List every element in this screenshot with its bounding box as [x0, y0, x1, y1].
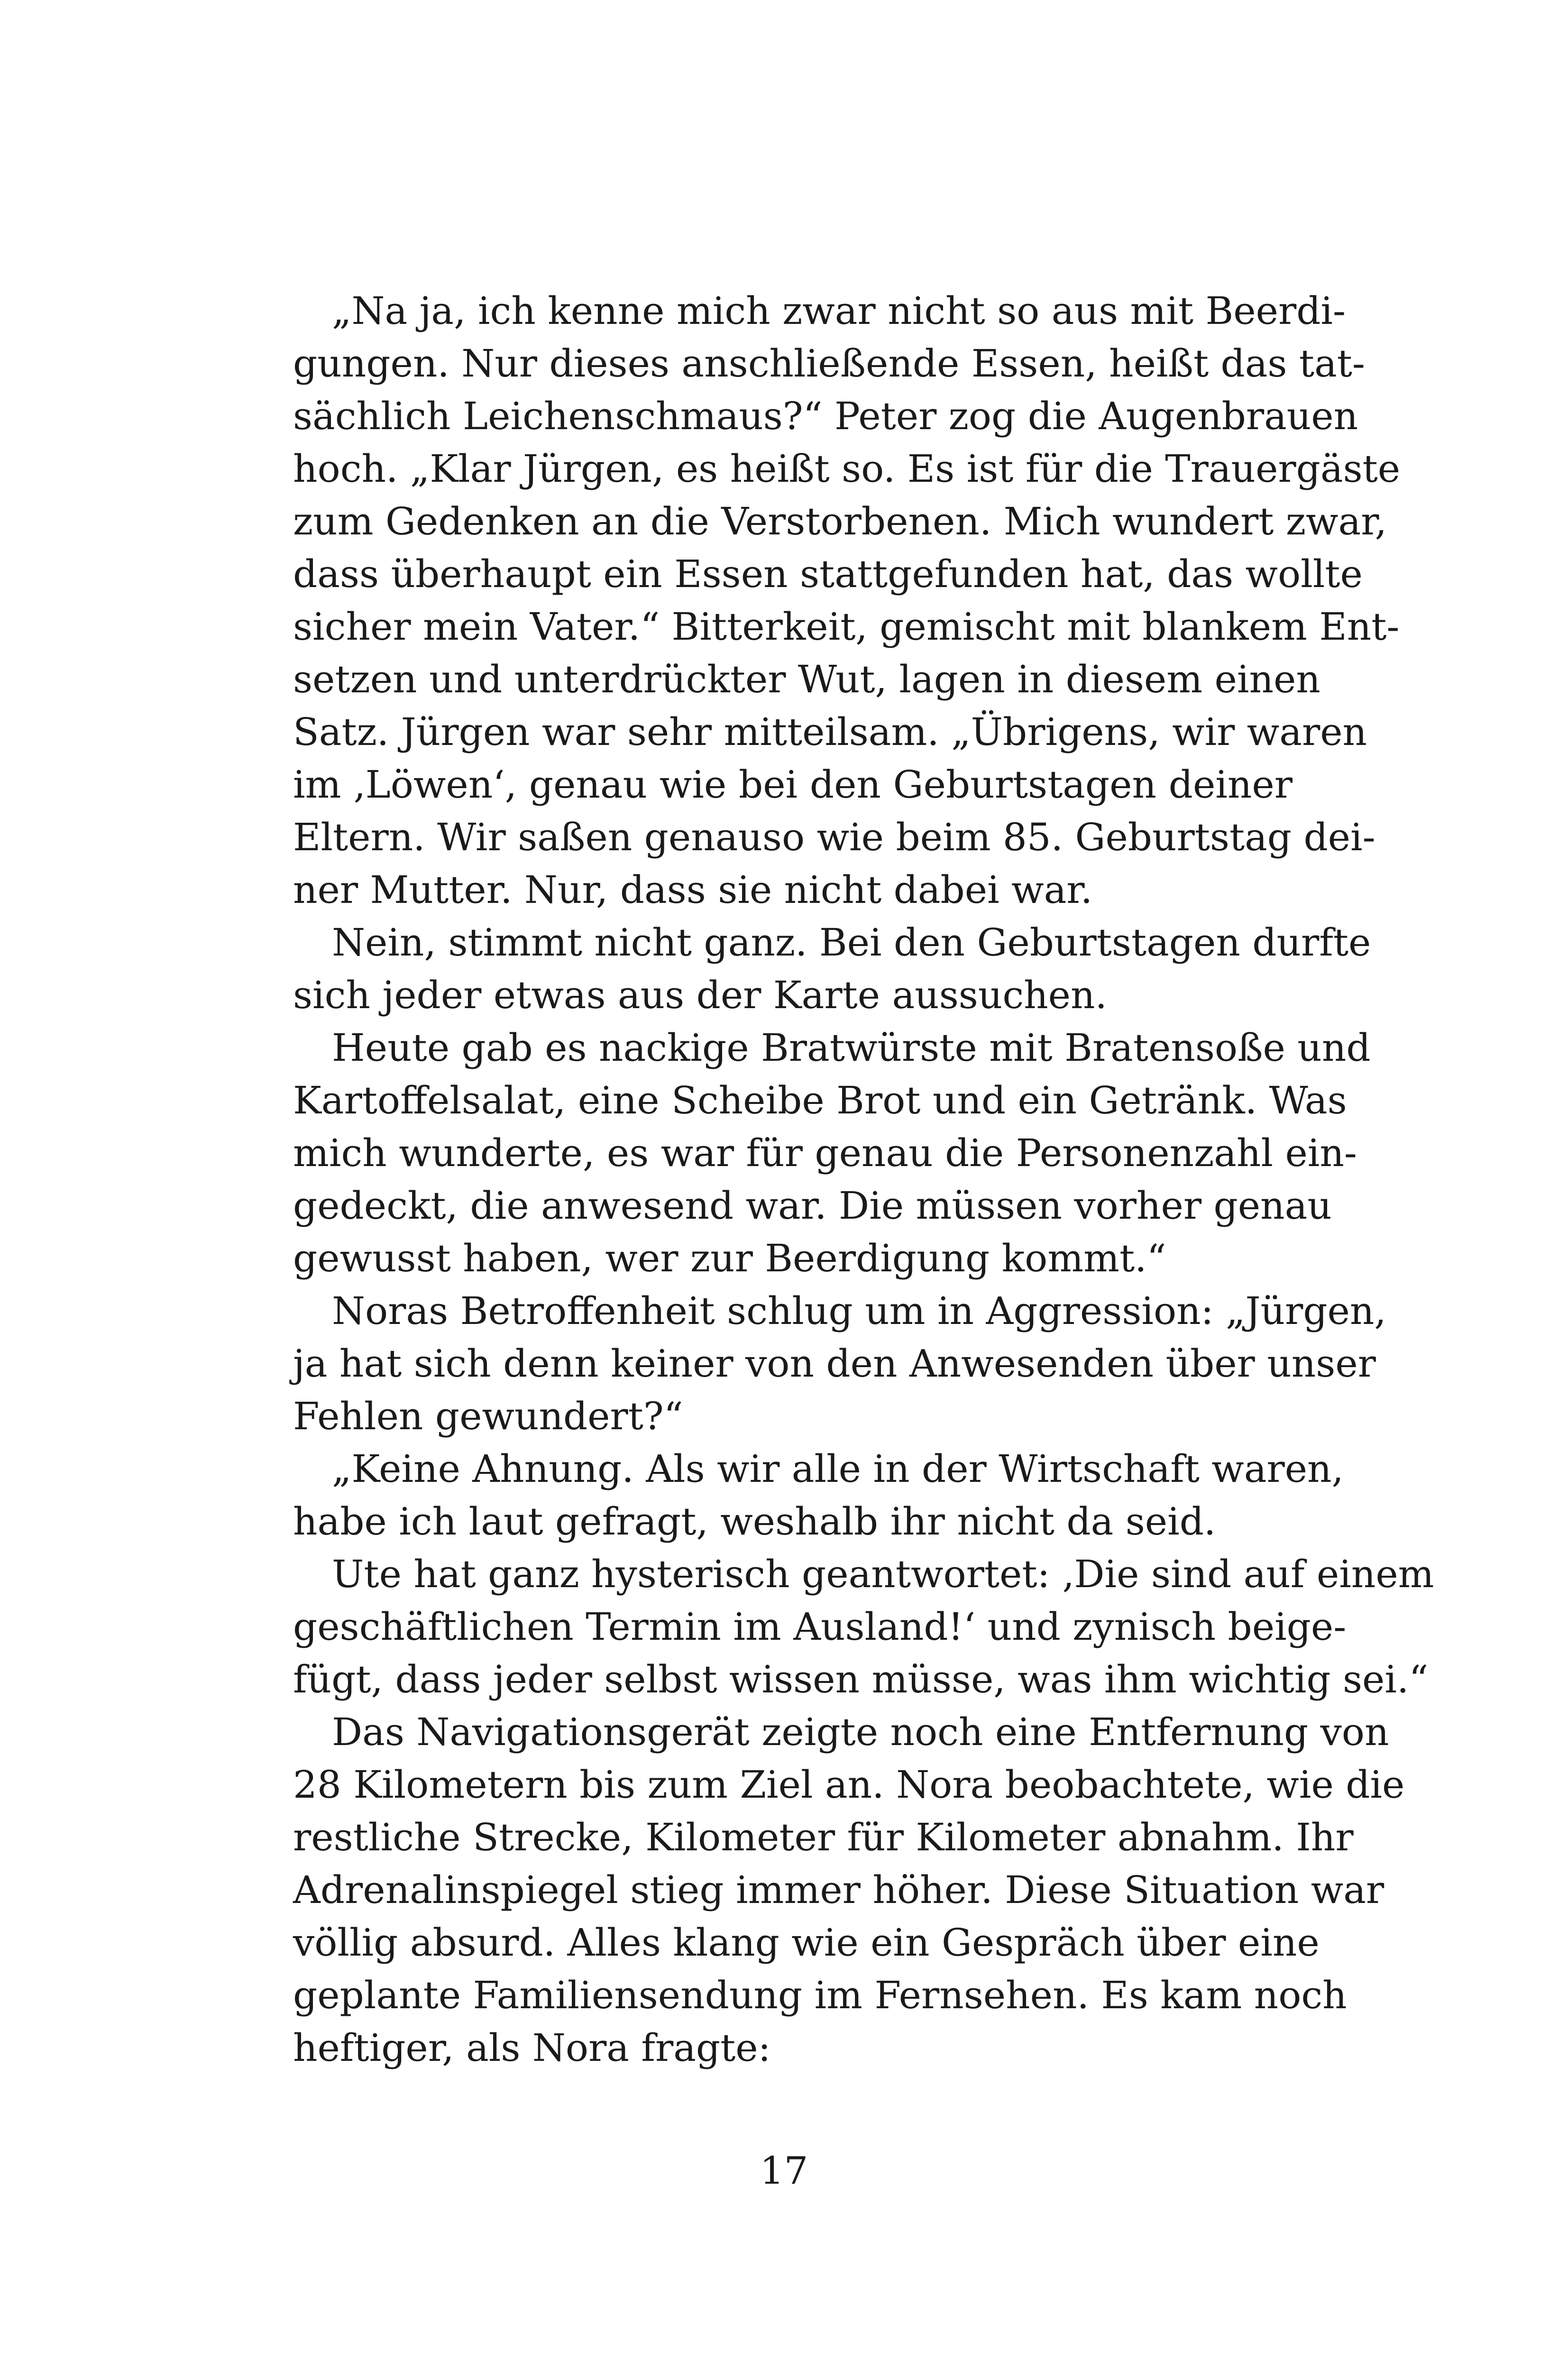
text-line: restliche Strecke, Kilometer für Kilometer abnahm. Ihr	[293, 1815, 1354, 1859]
text-line: Eltern. Wir saßen genauso wie beim 85. Geburtstag dei-	[293, 815, 1375, 859]
text-line: Heute gab es nackige Bratwürste mit Bratensoße und	[332, 1026, 1371, 1070]
text-line: sich jeder etwas aus der Karte aussuchen.	[293, 973, 1107, 1017]
text-line: geschäftlichen Termin im Ausland!‘ und zynisch beige-	[293, 1605, 1347, 1649]
text-line: gewusst haben, wer zur Beerdigung kommt.“	[293, 1236, 1166, 1280]
text-line: setzen und unterdrückter Wut, lagen in diesem einen	[293, 657, 1320, 701]
text-line: geplante Familiensendung im Fernsehen. Es kam noch	[293, 1973, 1347, 2017]
text-line: ner Mutter. Nur, dass sie nicht dabei war.	[293, 868, 1093, 912]
text-line: Ute hat ganz hysterisch geantwortet: ‚Die sind auf einem	[332, 1552, 1434, 1596]
text-line: völlig absurd. Alles klang wie ein Gespräch über eine	[293, 1921, 1320, 1965]
text-line: Noras Betroffenheit schlug um in Aggression: „Jürgen,	[332, 1289, 1386, 1333]
body-text	[293, 285, 1434, 2074]
text-line: Adrenalinspiegel stieg immer höher. Diese Situation war	[293, 1868, 1385, 1912]
text-line: 28 Kilometern bis zum Ziel an. Nora beobachtete, wie die	[293, 1763, 1405, 1807]
text-line: sächlich Leichenschmaus?“ Peter zog die Augenbrauen	[293, 394, 1358, 438]
text-line: ja hat sich denn keiner von den Anwesenden über unser	[293, 1342, 1376, 1386]
text-line: Das Navigationsgerät zeigte noch eine Entfernung von	[332, 1710, 1389, 1754]
text-line: hoch. „Klar Jürgen, es heißt so. Es ist für die Trauergäste	[293, 447, 1401, 491]
text-line: im ‚Löwen‘, genau wie bei den Geburtstagen deiner	[293, 763, 1293, 807]
text-line: Fehlen gewundert?“	[293, 1394, 683, 1438]
text-line: gedeckt, die anwesend war. Die müssen vorher genau	[293, 1184, 1332, 1228]
text-line: Satz. Jürgen war sehr mitteilsam. „Übrigens, wir waren	[293, 710, 1367, 754]
text-line: zum Gedenken an die Verstorbenen. Mich wundert zwar,	[293, 499, 1387, 543]
text-line: mich wunderte, es war für genau die Personenzahl ein-	[293, 1131, 1357, 1175]
text-line: „Keine Ahnung. Als wir alle in der Wirtschaft waren,	[332, 1447, 1344, 1491]
text-line: habe ich laut gefragt, weshalb ihr nicht da seid.	[293, 1499, 1216, 1544]
text-line: Kartoffelsalat, eine Scheibe Brot und ein Getränk. Was	[293, 1078, 1347, 1122]
text-line: Nein, stimmt nicht ganz. Bei den Geburtstagen durfte	[332, 920, 1371, 965]
text-line: heftiger, als Nora fragte:	[293, 2026, 771, 2070]
text-line: „Na ja, ich kenne mich zwar nicht so aus mit Beerdi-	[332, 289, 1346, 333]
text-line: sicher mein Vater.“ Bitterkeit, gemischt mit blankem Ent-	[293, 605, 1400, 649]
page-number: 17	[760, 2149, 808, 2193]
text-line: fügt, dass jeder selbst wissen müsse, was ihm wichtig sei.“	[293, 1657, 1429, 1701]
text-line: gungen. Nur dieses anschließende Essen, heißt das tat-	[293, 341, 1365, 386]
text-line: dass überhaupt ein Essen stattgefunden hat, das wollte	[293, 552, 1363, 596]
